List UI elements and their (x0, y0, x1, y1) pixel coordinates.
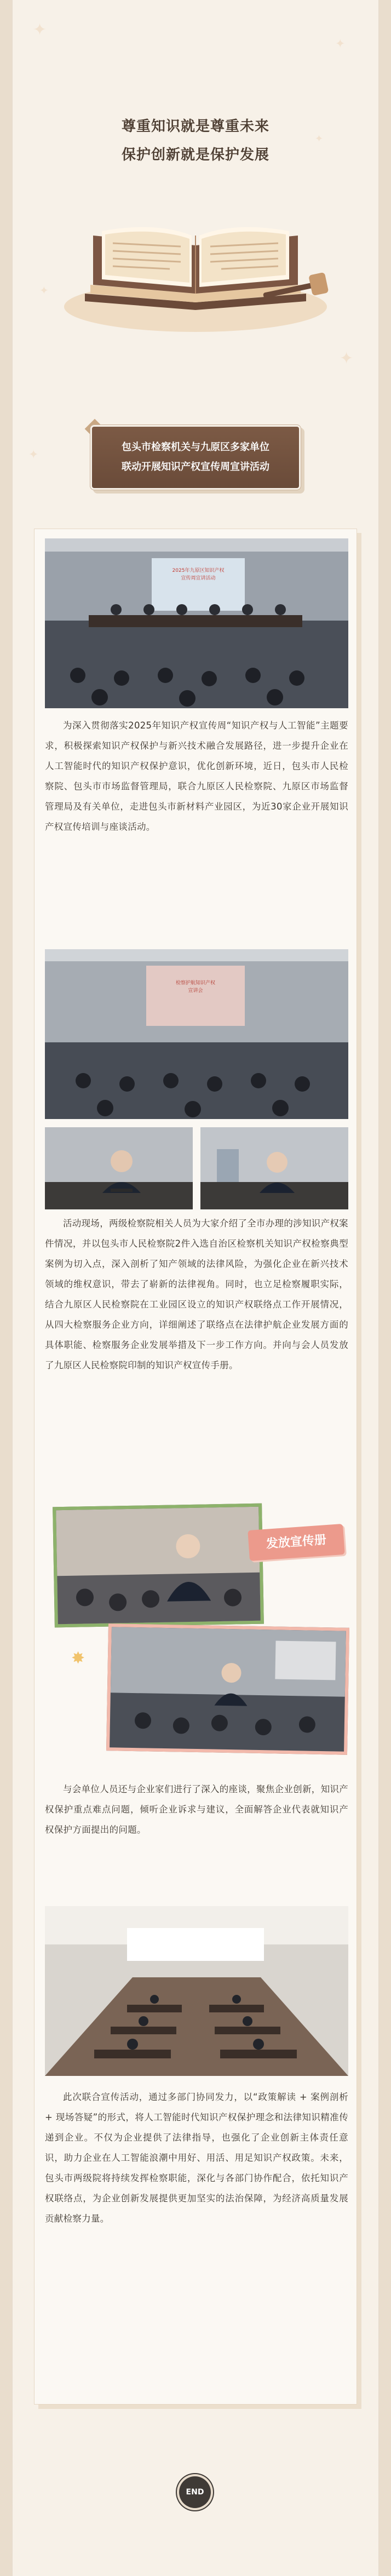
star-icon: ✦ (28, 448, 39, 462)
book-icon (60, 197, 331, 334)
star-icon: ✦ (33, 20, 47, 39)
collage-photo-green (53, 1504, 264, 1628)
screen-caption: 检察护航知识产权 宣讲会 (175, 980, 215, 994)
meeting-photo-3 (45, 1906, 348, 2076)
distribute-brochure-sticker: 发放宣传册 (248, 1524, 344, 1561)
star-icon: ✦ (39, 284, 49, 297)
end-badge: END (179, 2476, 211, 2508)
speaker-photo-right (200, 1127, 348, 1209)
headline-line-1: 尊重知识就是尊重未来 (121, 118, 269, 135)
banner-line-1: 包头市检察机关与九原区多家单位 (122, 441, 269, 453)
star-icon: ✦ (340, 349, 354, 368)
paragraph-1: 为深入贯彻落实2025年知识产权宣传周“知识产权与人工智能”主题要求，积极探索知识产权保护与新兴技术融合发展路径，进一步提升企业在人工智能时代的知识产权保护意识，优化创新环境，近日，包头市人民检察院、包头市市场监督管理局，联合九原区人民检察院、九原区市场监督管理局及有关单位，走进包头市新材料产业园区，为近30家企业开展知识产权宣传培训与座谈活动。 (45, 720, 348, 832)
speaker-photo-left (45, 1127, 193, 1209)
screen-caption: 2025年九原区知识产权 宣传周宣讲活动 (172, 568, 225, 581)
sparkle-icon: ✸ (71, 1649, 85, 1668)
paragraph-3: 与会单位人员还与企业家们进行了深入的座谈，聚焦企业创新，知识产权保护重点难点问题，倾听企业诉求与建议，全面解答企业代表就知识产权保护方面提出的问题。 (45, 1784, 348, 1835)
star-icon: ✦ (315, 133, 324, 145)
banner-line-2: 联动开展知识产权宣传周宣讲活动 (122, 461, 269, 473)
star-icon: ✦ (335, 37, 346, 51)
meeting-photo-2 (45, 949, 348, 1119)
paragraph-4: 此次联合宣传活动，通过多部门协同发力，以“政策解读 + 案例剖析 + 现场答疑”的形式，将人工智能时代知识产权保护理念和法律知识精准传递到企业。不仅为企业提供了法律指导，也强化了企业创新主体责任意识，助力企业在人工智能浪潮中用好、用活、用足知识产权政策。未来，包头市两级院将持续发挥检察职能，深化与各部门协作配合，依托知识产权联络点，为企业创新发展提供更加坚实的法治保障，为经济高质量发展贡献检察力量。 (45, 2092, 348, 2224)
headline-line-2: 保护创新就是保护发展 (121, 147, 269, 163)
meeting-photo-1 (45, 538, 348, 708)
law-book-illustration (60, 197, 331, 334)
title-banner (92, 427, 299, 488)
paragraph-2: 活动现场，两级检察院相关人员为大家介绍了全市办理的涉知识产权案件情况，并以包头市人民检察院2件入选自治区检察机关知识产权检察典型案例为切入点，深入剖析了知产领域的法律风险，为强化企业在新兴技术领域的维权意识，带去了崭新的法律视角。同时，也立足检察履职实际，结合九原区人民检察院在工业园区设立的知识产权联络点工作开展情况，从四大检察服务企业方向，详细阐述了联络点在法律护航企业发展方面的具体职能、检察服务企业发展举措及下一步工作方向。并向与会人员发放了九原区人民检察院印制的知识产权宣传手册。 (45, 1218, 348, 1370)
collage-photo-pink (106, 1623, 349, 1755)
